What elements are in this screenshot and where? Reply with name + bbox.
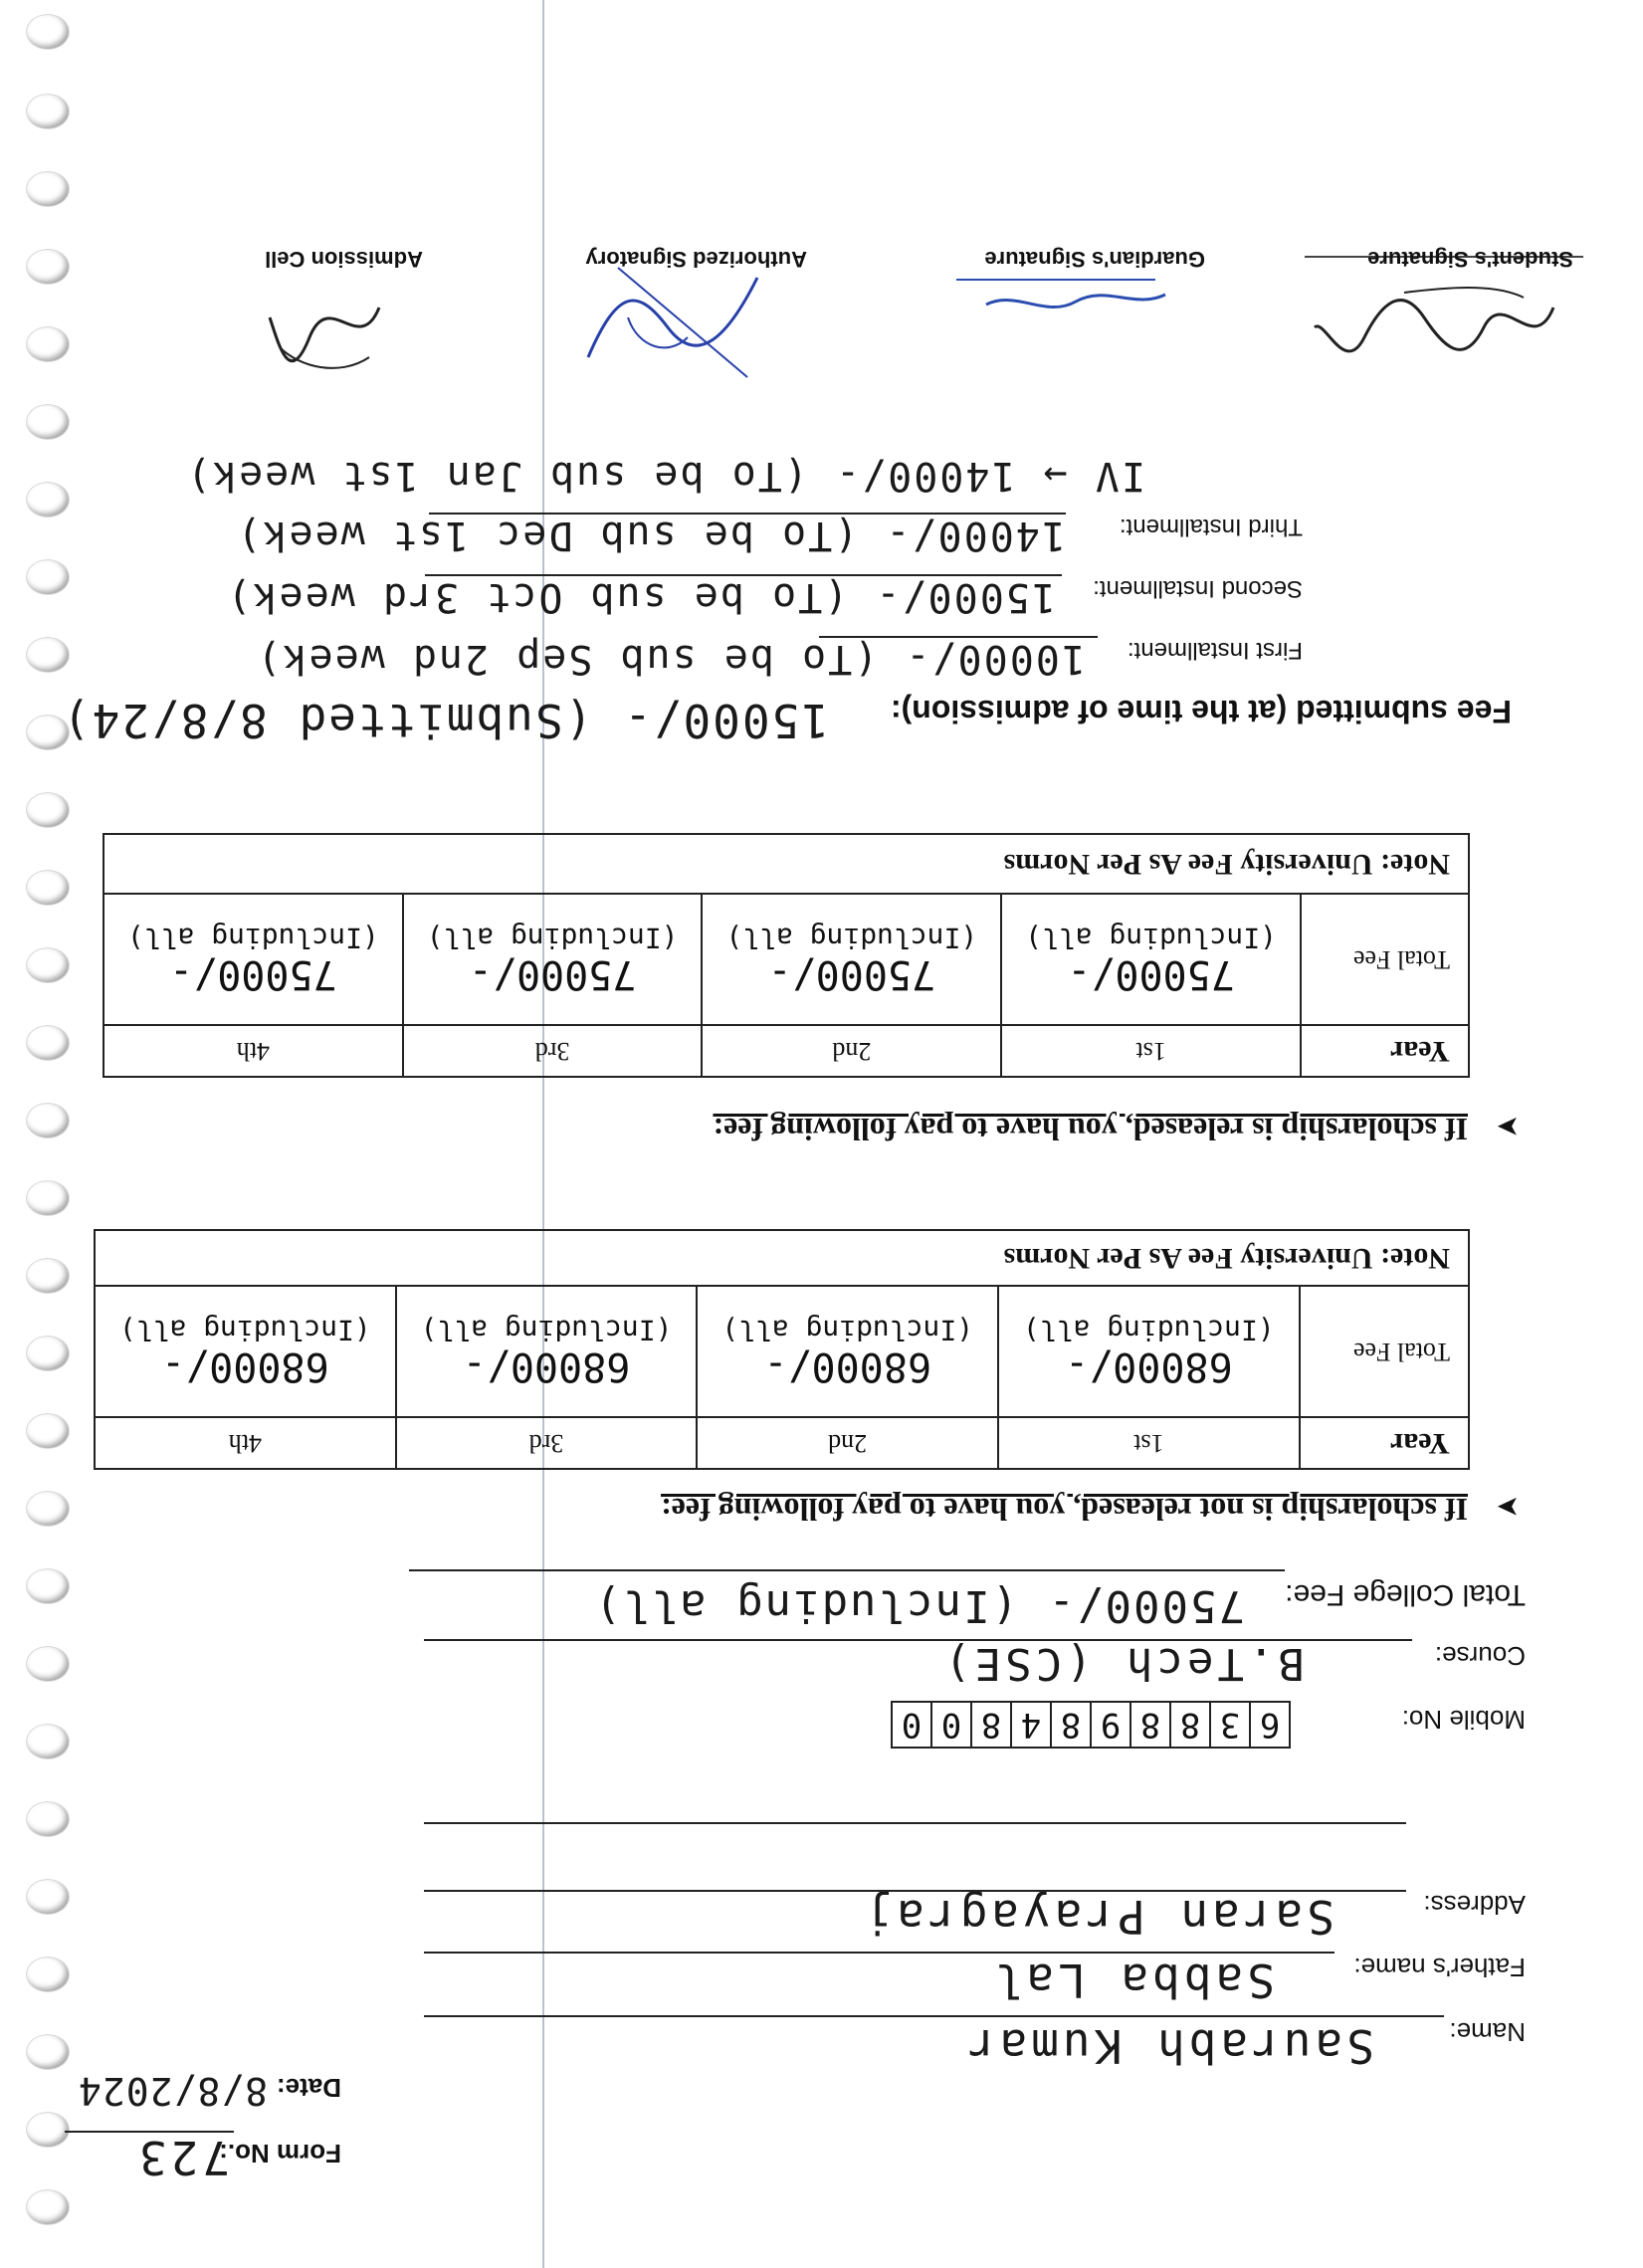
authorized-signatory-label: Authorized Signatory bbox=[585, 247, 807, 272]
binder-hole bbox=[27, 483, 69, 516]
table-cell bbox=[103, 834, 1469, 894]
table-cell bbox=[697, 1417, 998, 1469]
form-no-value: 723 bbox=[134, 2131, 230, 2184]
year-header: Year bbox=[1390, 1035, 1450, 1068]
fee-year-3: 68000/- bbox=[462, 1343, 631, 1390]
table-cell bbox=[1301, 1025, 1469, 1077]
margin-line bbox=[542, 0, 544, 2268]
admission-cell-label: Admission Cell bbox=[265, 247, 423, 272]
fee-year-2: 68000/- bbox=[763, 1343, 931, 1390]
first-installment-label: First Installment: bbox=[1127, 637, 1303, 664]
table-cell bbox=[403, 894, 703, 1025]
fee-note: (Including all) bbox=[721, 1314, 974, 1347]
fee-note: (Including all) bbox=[420, 1314, 673, 1347]
course-line bbox=[424, 1639, 1412, 1641]
mobile-digit: 8 bbox=[970, 1703, 1010, 1747]
binder-hole bbox=[27, 1026, 69, 1060]
table-cell bbox=[998, 1417, 1300, 1469]
binder-hole bbox=[27, 1492, 69, 1526]
binder-hole bbox=[27, 793, 69, 827]
table-cell bbox=[103, 894, 403, 1025]
total-fee-header: Total Fee bbox=[1352, 945, 1450, 974]
year-4: 4th bbox=[228, 1429, 262, 1458]
year-3: 3rd bbox=[534, 1037, 570, 1066]
binder-hole bbox=[27, 250, 69, 284]
mobile-digit: 4 bbox=[1010, 1703, 1050, 1747]
table-cell bbox=[95, 1286, 396, 1417]
course-value: B.Tech (CSE) bbox=[940, 1638, 1305, 1689]
fee-note: (Including all) bbox=[126, 922, 379, 955]
bullet-arrow-icon: ➤ bbox=[1496, 1112, 1520, 1142]
admission-fee-label: Fee submitted (at the time of admission): bbox=[890, 694, 1512, 729]
binder-hole bbox=[27, 560, 69, 594]
second-installment-line bbox=[425, 574, 1062, 576]
table-cell bbox=[998, 1286, 1300, 1417]
binder-hole bbox=[27, 638, 69, 672]
mobile-digit: 8 bbox=[1130, 1703, 1169, 1747]
year-2: 2nd bbox=[828, 1429, 868, 1458]
binder-hole bbox=[27, 2190, 69, 2224]
total-college-fee-label: Total College Fee: bbox=[1285, 1578, 1526, 1611]
binder-hole bbox=[27, 95, 69, 128]
fee-note: (Including all) bbox=[426, 922, 679, 955]
address-line-1 bbox=[424, 1890, 1406, 1892]
not-released-fee-table bbox=[94, 1229, 1470, 1470]
table-cell bbox=[95, 1230, 1469, 1286]
binder-hole bbox=[27, 405, 69, 439]
father-name-value: Sabba Lal bbox=[990, 1954, 1275, 2007]
address-value: Saran Prayagraj bbox=[861, 1890, 1335, 1944]
binder-hole bbox=[27, 15, 69, 49]
table-cell bbox=[697, 1286, 998, 1417]
binder-hole bbox=[27, 1802, 69, 1836]
binder-hole bbox=[27, 948, 69, 982]
father-name-line bbox=[424, 1952, 1335, 1954]
name-line bbox=[424, 2015, 1444, 2017]
table-cell bbox=[1301, 894, 1469, 1025]
year-header: Year bbox=[1390, 1427, 1450, 1460]
binder-hole bbox=[27, 1958, 69, 1991]
table-cell bbox=[702, 1025, 1001, 1077]
fee-year-4: 68000/- bbox=[161, 1343, 329, 1390]
table-cell bbox=[1001, 894, 1301, 1025]
binder-hole bbox=[27, 1725, 69, 1758]
year-4: 4th bbox=[236, 1037, 270, 1066]
third-installment-value: 14000/- (To be sub Dec 1st week) bbox=[235, 513, 1066, 558]
table-cell bbox=[702, 894, 1001, 1025]
mobile-label: Mobile No: bbox=[1401, 1705, 1526, 1735]
fee-note: (Including all) bbox=[1025, 922, 1277, 955]
fee-year-1: 68000/- bbox=[1065, 1343, 1233, 1390]
table-cell bbox=[403, 1025, 703, 1077]
total-fee-header: Total Fee bbox=[1352, 1338, 1450, 1366]
binder-hole bbox=[27, 871, 69, 905]
mobile-digit: 3 bbox=[1209, 1703, 1249, 1747]
first-installment-value: 10000/- (To be sub Sep 2nd week) bbox=[255, 636, 1086, 682]
total-college-fee-value: 75000/- (Including all) bbox=[592, 1580, 1245, 1631]
binder-hole bbox=[27, 172, 69, 206]
guardian-signature bbox=[936, 270, 1175, 329]
father-name-label: Father's name: bbox=[1353, 1953, 1526, 1982]
authorized-signature bbox=[548, 258, 787, 397]
table-cell bbox=[1300, 1286, 1469, 1417]
fee-note: (Including all) bbox=[1022, 1314, 1275, 1347]
second-installment-label: Second Installment: bbox=[1093, 575, 1303, 602]
not-released-title: If scholarship is not released, you have to pay following fee: bbox=[661, 1492, 1468, 1528]
form-no-label: Form No.: bbox=[219, 2139, 341, 2168]
released-title: If scholarship is released, you have to pay following fee: bbox=[713, 1112, 1468, 1147]
binder-hole bbox=[27, 1337, 69, 1370]
binder-hole bbox=[27, 327, 69, 361]
fee-note: (Including all) bbox=[118, 1314, 371, 1347]
table-cell bbox=[95, 1417, 396, 1469]
table-cell bbox=[103, 1025, 403, 1077]
binder-hole bbox=[27, 1880, 69, 1914]
fee-year-3: 75000/- bbox=[468, 951, 637, 998]
binder-hole bbox=[27, 1259, 69, 1293]
mobile-digit: 6 bbox=[1249, 1703, 1289, 1747]
date-label: Date: bbox=[276, 2073, 341, 2103]
student-signature bbox=[1305, 268, 1563, 377]
mobile-digit: 8 bbox=[1169, 1703, 1209, 1747]
fee-year-4: 75000/- bbox=[169, 951, 337, 998]
guardian-signature-label: Guardian's Signature bbox=[984, 247, 1205, 272]
year-1: 1st bbox=[1135, 1037, 1166, 1066]
first-installment-line bbox=[819, 636, 1098, 638]
mobile-digit: 0 bbox=[930, 1703, 970, 1747]
admission-fee-value: 15000/- (Submitted 8/8/24) bbox=[60, 694, 829, 747]
binder-hole bbox=[27, 1647, 69, 1681]
year-3: 3rd bbox=[528, 1429, 564, 1458]
mobile-digit: 0 bbox=[901, 1705, 923, 1745]
mobile-digit: 8 bbox=[1050, 1703, 1090, 1747]
bullet-arrow-icon: ➤ bbox=[1496, 1492, 1520, 1523]
university-fee-note: Note: University Fee As Per Norms bbox=[1003, 848, 1450, 881]
course-label: Course: bbox=[1434, 1641, 1526, 1671]
third-installment-label: Third Installment: bbox=[1119, 514, 1303, 540]
released-fee-table bbox=[103, 833, 1470, 1078]
admission-cell-signature bbox=[250, 268, 399, 387]
binder-hole bbox=[27, 1414, 69, 1448]
table-cell bbox=[396, 1286, 698, 1417]
fee-note: (Including all) bbox=[725, 922, 978, 955]
fee-year-2: 75000/- bbox=[767, 951, 936, 998]
table-cell bbox=[396, 1417, 698, 1469]
table-cell bbox=[1001, 1025, 1301, 1077]
university-fee-note: Note: University Fee As Per Norms bbox=[1003, 1242, 1450, 1275]
name-value: Saurabh Kumar bbox=[963, 2019, 1374, 2073]
date-value: 8/8/2024 bbox=[77, 2069, 268, 2113]
fee-year-1: 75000/- bbox=[1067, 951, 1235, 998]
fourth-installment-value: IV → 14000/- (To be sub Jan 1st week) bbox=[184, 453, 1145, 499]
name-label: Name: bbox=[1449, 2017, 1526, 2047]
form-no-line bbox=[65, 2131, 234, 2133]
binder-hole bbox=[27, 1569, 69, 1603]
table-cell bbox=[1300, 1417, 1469, 1469]
binder-hole bbox=[27, 2035, 69, 2069]
address-line-2 bbox=[424, 1822, 1406, 1824]
second-installment-value: 15000/- (To be sub Oct 3rd week) bbox=[225, 574, 1056, 620]
binder-hole bbox=[27, 1181, 69, 1215]
binder-hole bbox=[27, 2113, 69, 2147]
binder-hole bbox=[27, 1104, 69, 1137]
year-2: 2nd bbox=[832, 1037, 872, 1066]
year-1: 1st bbox=[1133, 1429, 1164, 1458]
address-label: Address: bbox=[1423, 1890, 1526, 1920]
student-signature-label: Student's Signature bbox=[1367, 247, 1573, 272]
mobile-digit: 9 bbox=[1090, 1703, 1130, 1747]
mobile-digit-boxes bbox=[891, 1701, 1291, 1749]
total-college-fee-line bbox=[409, 1569, 1285, 1571]
third-installment-line bbox=[429, 513, 1066, 515]
